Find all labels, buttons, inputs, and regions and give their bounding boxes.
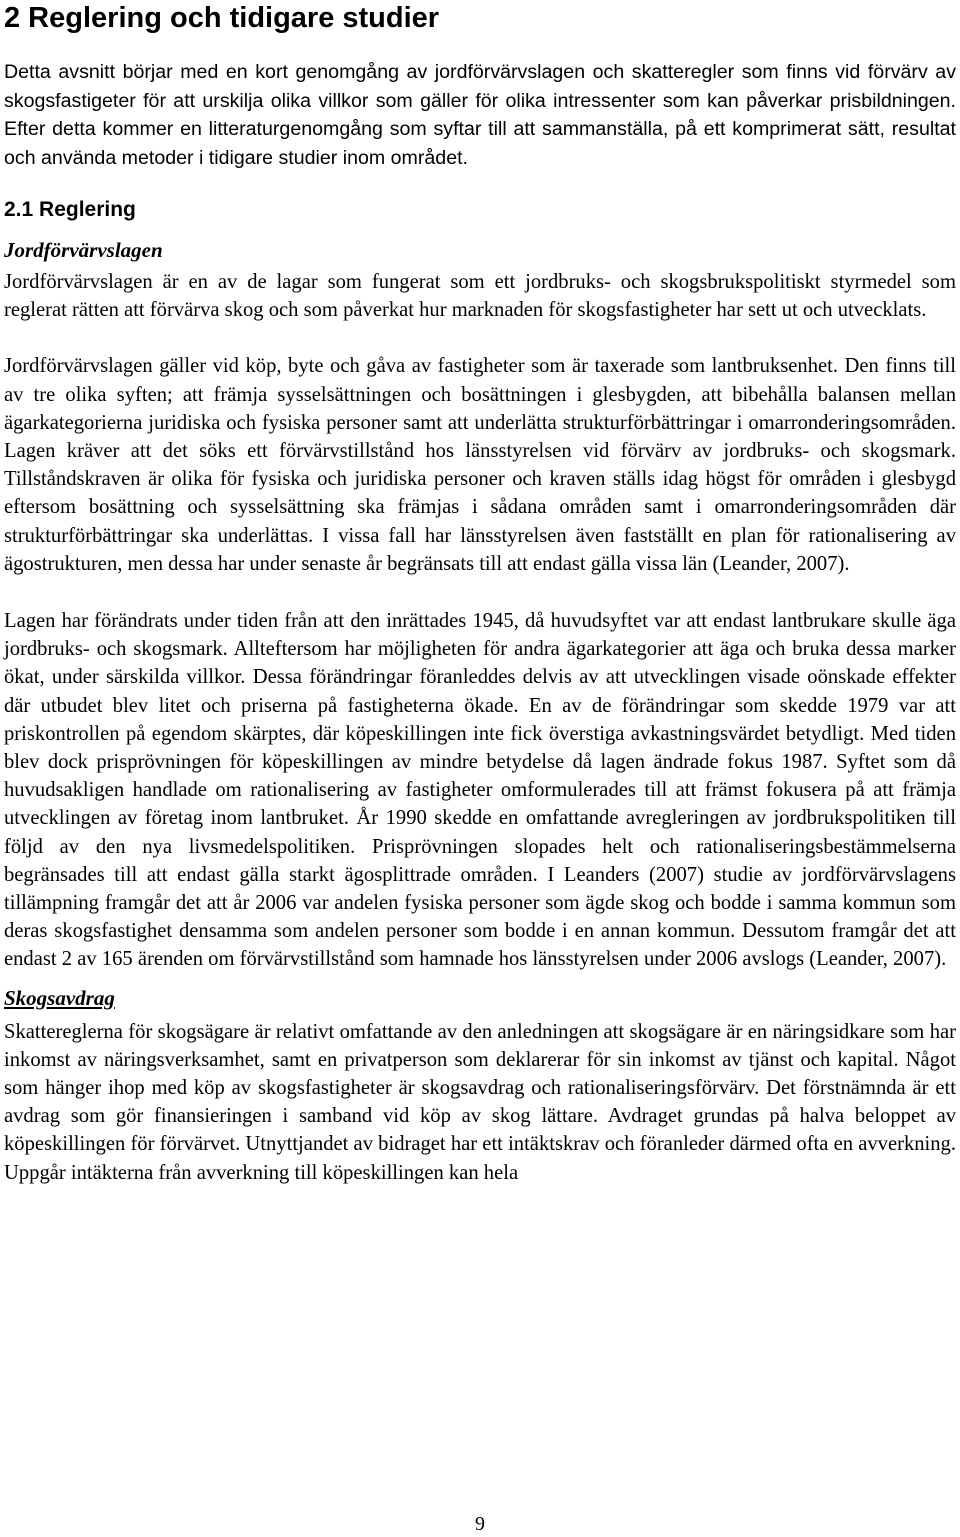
subsection-heading-skogsavdrag: Skogsavdrag: [4, 985, 115, 1010]
body-paragraph: Skattereglerna för skogsägare är relativt omfattande av den anledningen att skogsägare är en näringsidkare som har inkomst av näringsverksamhet, samt en privatperson som deklarerar för sin inkomst av tjänst och kapital. Något som hänger ihop med köp av skogsfastigheter är skogsavdrag och rationaliseringsförvärv. Det förstnämnda är ett avdrag som gör finansieringen i samband vid köp av skog lättare. Avdraget grundas på halva beloppet av köpeskillingen för förvärvet. Utnyttjandet av bidraget har ett intäktskrav och föranleder därmed ofta en avverkning. Uppgår intäkterna från avverkning till köpeskillingen kan hela: [4, 1020, 956, 1184]
body-paragraph: Jordförvärvslagen gäller vid köp, byte och gåva av fastigheter som är taxerade som lantbruksenhet. Den finns till av tre olika syften; att främja sysselsättningen och bosättningen i glesbygden, att bibehålla balansen mellan ägarkategorierna juridiska och fysiska personer samt att underlätta strukturförbättringar i omarronderingsområden. Lagen kräver att det söks ett förvärvstillstånd hos länsstyrelsen vid förvärv av jordbruks- och skogsmark. Tillståndskraven är olika för fysiska och juridiska personer och kraven ställs idag högst för områden i glesbygd eftersom bosättning och sysselsättning ska främjas i sådana områden samt i omarronderingsområden där strukturförbättringar ska underlättas. I vissa fall har länsstyrelsen även fastställt en plan för rationalisering av ägostrukturen, men dessa har under senaste år begränsats till att endast gälla vissa län (Leander, 2007).: [4, 355, 956, 575]
chapter-heading: 2 Reglering och tidigare studier: [4, 2, 440, 34]
page-number: 9: [475, 1513, 485, 1535]
subsection-heading-jordforvarvslagen: Jordförvärvslagen: [4, 238, 163, 262]
document-page: [4, 0, 956, 1187]
body-paragraph: Jordförvärvslagen är en av de lagar som fungerat som ett jordbruks- och skogsbrukspolitiskt styrmedel som reglerat rätten att förvärva skog och som påverkat hur marknaden för skogsfastigheter har sett ut och utvecklats.: [4, 271, 956, 322]
intro-paragraph: Detta avsnitt börjar med en kort genomgång av jordförvärvslagen och skatteregler som finns vid förvärv av skogsfastigeter för att urskilja olika villkor som gäller för olika intressenter som kan påverkar prisbildningen. Efter detta kommer en litteraturgenomgång som syftar till att sammanställa, på ett komprimerat sätt, resultat och använda metoder i tidigare studier inom området.: [4, 61, 956, 169]
section-heading: 2.1 Reglering: [4, 198, 136, 221]
body-paragraph: Lagen har förändrats under tiden från att den inrättades 1945, då huvudsyftet var att endast lantbrukare skulle äga jordbruks- och skogsmark. Allteftersom har möjligheten för andra ägarkategorier att äga och bruka dessa marker ökat, under särskilda villkor. Dessa förändringar föranleddes delvis av att utvecklingen visade oönskade effekter där utbudet blev litet och priserna på fastigheterna ökade. En av de förändringar som skedde 1979 var att priskontrollen på egendom skärptes, där köpeskillingen inte fick överstiga avkastningsvärdet betydligt. Med tiden blev dock prisprövningen för köpeskillingen av mindre betydelse då lagen ändrade fokus 1987. Syftet som då huvudsakligen handlade om rationalisering av fastigheter omformulerades till att främst fokusera på att främja utvecklingen av företag inom lantbruket. År 1990 skedde en omfattande avregleringen av jordbrukspolitiken till följd av den nya livsmedelspolitiken. Prisprövningen slopades helt och rationaliseringsbestämmelserna begränsades till att endast gälla starkt ägosplittrade områden. I Leanders (2007) studie av jordförvärvslagens tillämpning framgår det att år 2006 var andelen fysiska personer som ägde skog och bodde i samma kommun som deras skogsfastighet densamma som andelen personer som bodde i en annan kommun. Dessutom framgår det att endast 2 av 165 ärenden om förvärvstillstånd som hamnade hos länsstyrelsen under 2006 avslogs (Leander, 2007).: [4, 610, 956, 971]
